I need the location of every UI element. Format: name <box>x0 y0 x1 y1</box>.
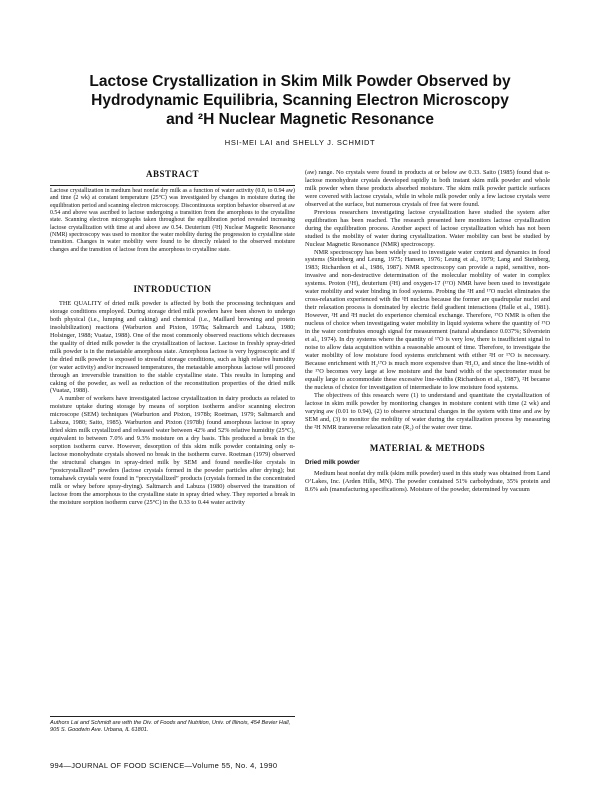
title-line-3: and ²H Nuclear Magnetic Resonance <box>166 111 434 128</box>
page-footer: 994—JOURNAL OF FOOD SCIENCE—Volume 55, No. 4, 1990 <box>50 761 278 770</box>
methods-heading: MATERIAL & METHODS <box>369 443 486 454</box>
right-column <box>305 169 550 494</box>
abstract-heading: ABSTRACT <box>145 169 199 179</box>
paper-title <box>60 72 540 129</box>
author-footnote: Authors Lai and Schmidt are with the Div. of Foods and Nutrition, Univ. of Illinois, 454 Bevier Hall, 905 S. Goodwin Ave. Urbana, IL 61801. <box>50 716 295 734</box>
introduction-section <box>50 284 295 507</box>
abstract-text: Lactose crystallization in medium heat nonfat dry milk as a function of water activity (0.0, to 0.94 aw) and time (2 wk) at constant temperature (25°C) was investigated by changes in moisture during the equilibration period and scanning electron microscopy. Discontinuous sorption behavior observed at aw 0.54 and above was ascribed to lactose undergoing a transition from the amorphous to the crystalline state. Scanning electron micrographs taken throughout the equilibration period revealed increasing lactose crystallization with time at and above aw 0.54. Deuterium (²H) Nuclear Magnetic Resonance (NMR) spectroscopy was used to monitor the water mobility during the progression to crystalline state transition. Changes in water mobility were found to be directly related to the observed moisture changes and the transition of lactose from the amorphous to crystalline state. <box>50 188 295 253</box>
right-paragraph-1: Previous researchers investigating lactose crystallization have studied the system after equilibration has been reached. The research presented here monitors lactose crystallization during the equilibration process. Another aspect of lactose crystallization which has not been studied is the mobility of water during crystallization. Water mobility can best be studied by Nuclear Magnetic Resonance (NMR) spectroscopy. <box>305 208 550 248</box>
title-line-1: Lactose Crystallization in Skim Milk Powder Observed by <box>89 73 511 90</box>
introduction-heading: INTRODUCTION <box>133 284 212 294</box>
right-paragraph-0: (aw) range. No crystals were found in products at or below aw 0.33. Saito (1985) found that α-lactose monohydrate crystals developed rapidly in both instant skim milk powder and whole milk powder when these products absorbed moisture. The skim milk powder particle surfaces were covered with lactose crystals, while in whole milk powder only a few lactose crystals were observed at the surface, but numerous crystals of free fat were found. <box>305 169 550 208</box>
dried-milk-subheading: Dried milk powder <box>305 459 360 467</box>
author-line: HSI-MEI LAI and SHELLY J. SCHMIDT <box>224 138 376 147</box>
intro-paragraph-1: THE QUALITY of dried milk powder is affected by both the processing techniques and storage conditions employed. During storage dried milk powders have been shown to undergo both physical (i.e., lumping and caking) and chemical (i.e., Maillard browning and protein insolubilization) reactions (Warburton and Pixton, 1978a; Saltmarch and Labuza, 1980; Holsinger, 1988; Vuataz, 1988). One of the most commonly observed reactions which decreases the quality of dried milk powder is the crystallization of lactose. Lactose in freshly spray-dried milk powder is in the metastable amorphous state. Amorphous lactose is very hygroscopic and if the dried milk powder is exposed to stressful storage conditions, such as high relative humidity (or water activity) and/or increased temperatures, the metastable amorphous lactose will proceed through an irreversible transition to the stable crystalline state. This results in lumping and caking of the powder, as well as reduction of the reconstitution properties of the dried milk (Vuataz, 1988). <box>50 300 295 395</box>
right-paragraph-2: NMR spectroscopy has been widely used to investigate water content and dynamics in food systems (Steinberg and Leung, 1975; Hansen, 1976; Leung et al., 1979; Lang and Steinberg, 1983; Richardson et al., 1986, 1987). NMR spectroscopy can provide a rapid, sensitive, non-invasive and non-destructive determination of the molecular mobility of water in complex systems. Proton (¹H), deuterium (²H) and oxygen-17 (¹⁷O) NMR have been used to investigate water mobility and water binding in food systems. Probing the ²H and ¹⁷O nuclei eliminates the cross-relaxation experienced with the ¹H nucleus because the former are quadrupolar nuclei and their relaxation process is dominated by electric field gradient interactions (Halle et al., 1981). However, ¹H and ²H nuclei do experience chemical exchange. Therefore, ¹⁷O NMR is often the nucleus of choice when investigating water mobility in liquid systems where the quantity of ¹⁷O in the water contributes enough signal for measurement (natural abundance 0.037%; Silverstein et al., 1974). In dry systems where the quantity of ¹⁷O is very low, there is insufficient signal to noise to allow data acquisition within a reasonable amount of time. Therefore, to investigate the water mobility of low moisture food systems enrichment with either ²H or ¹⁷O is necessary. Because enrichment with H₂¹⁷O is much more expensive than ²H₂O, and since the line-width of the ¹⁷O becomes very large at low moisture and the band width of the spectrometer must be equally large to accommodate these excessive line-widths (Richardson et al., 1987), ²H became the nucleus of choice for investigation of intermediate to low moisture food systems. <box>305 248 550 391</box>
title-line-2: Hydrodynamic Equilibria, Scanning Electron Microscopy <box>91 92 509 109</box>
left-column <box>50 169 295 254</box>
right-paragraph-3: The objectives of this research were (1) to understand and quantitate the crystallization of lactose in skim milk powder by monitoring changes in moisture content with time (2 wk) and varying aw (0.01 to 0.94), (2) to observe structural changes in the system with time and aw by SEM and, (3) to monitor the mobility of water during the crystallization process by measuring the ²H NMR transverse relaxation rate (R₂) of the water over time. <box>305 391 550 431</box>
methods-paragraph-1: Medium heat nonfat dry milk (skim milk powder) used in this study was obtained from Land O’Lakes, Inc. (Arden Hills, MN). The powder contained 51% carbohydrate, 35% protein and 8.6% ash (manufacturing specifications). Moisture of the powder, determined by vacuum <box>305 470 550 494</box>
abstract-divider <box>50 185 295 186</box>
intro-paragraph-2: A number of workers have investigated lactose crystallization in dairy products as related to moisture uptake during storage by means of sorption isotherm and/or scanning electron microscope (SEM) techniques (Warburton and Pixton, 1978b; Roetman, 1979; Saltmarch and Labuza, 1980; Saito, 1985). Warburton and Pixton (1978b) found amorphous lactose in spray dried skim milk crystallized and released water between 42% and 52% relative humidity (25°C), equivalent to between 7.0% and 9.3% moisture on a dry basis. This produced a break in the sorption isotherm curve. However, desorption of this skim milk powder containing only α-lactose monohydrate crystals showed no break in the isotherm curve. Roetman (1979) observed the structural changes in spray-dried milk by SEM and found needle-like crystals in “postcrystallized” powders (lactose crystals formed in the powder particles after drying); but tomahawk crystals were found in “precrystallized” products (crystals formed in the concentrated milk or whey before spray-drying). Saltmarch and Labuza (1980) observed the transition of lactose from the amorphous to the crystalline state in spray dried whey. They reported a break in the moisture sorption isotherm curve (25°C) in the 0.33 to 0.44 water activity <box>50 395 295 506</box>
